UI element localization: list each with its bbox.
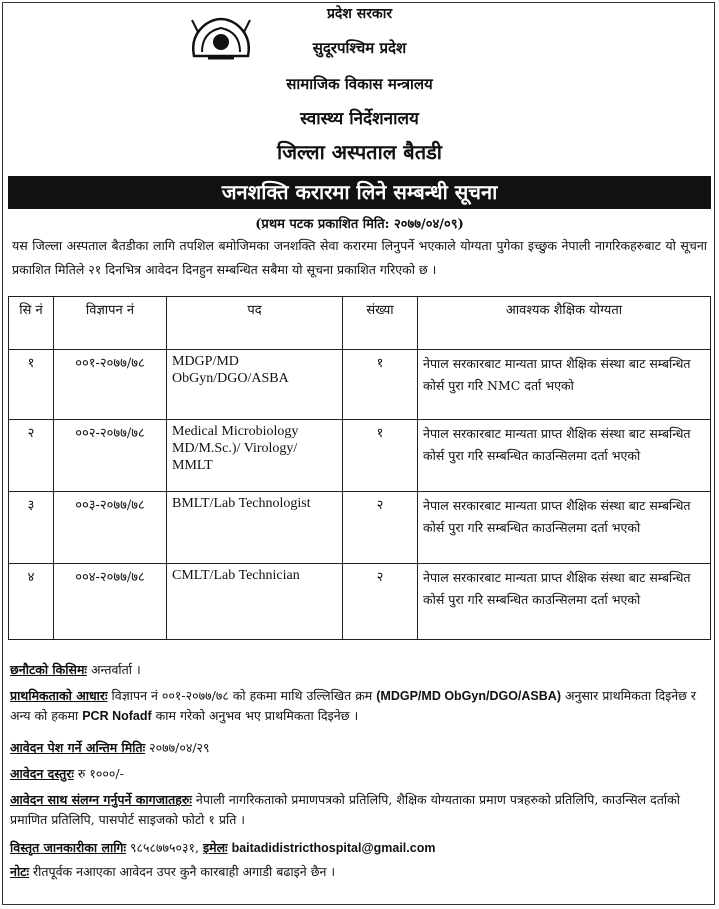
priority-basis	[10, 686, 710, 726]
col-ad-number: विज्ञापन नं	[54, 297, 167, 350]
header-line-2: सुदूरपश्चिम प्रदेश	[312, 39, 407, 57]
row-ad-number: ००१-२०७७/७८	[54, 350, 167, 420]
row-ad-number: ००२-२०७७/७८	[54, 420, 167, 492]
table-row	[9, 492, 711, 564]
notice-title-banner: जनशक्ति करारमा लिने सम्बन्धी सूचना	[8, 176, 711, 209]
row-position: CMLT/Lab Technician	[167, 564, 343, 640]
table-row	[9, 420, 711, 492]
email-value: baitadidistricthospital@gmail.com	[231, 841, 436, 855]
table-row	[9, 564, 711, 640]
contact-info	[10, 838, 710, 858]
contact-phone: ९८५८७७५०३१,	[129, 840, 199, 855]
row-count: १	[343, 420, 418, 492]
required-documents	[10, 790, 710, 830]
header-line-5: जिल्ला अस्पताल बैतडी	[277, 140, 442, 164]
row-count: १	[343, 350, 418, 420]
row-ad-number: ००३-२०७७/७८	[54, 492, 167, 564]
published-date: (प्रथम पटक प्रकाशित मिति: २०७७/०४/०९)	[255, 217, 464, 232]
col-count: संख्या	[343, 297, 418, 350]
priority-bold-1: (MDGP/MD ObGyn/DGO/ASBA)	[376, 689, 561, 703]
row-count: २	[343, 492, 418, 564]
row-count: २	[343, 564, 418, 640]
row-position: Medical Microbiology MD/M.Sc.)/ Virology/ MMLT	[167, 420, 343, 492]
table-row	[9, 350, 711, 420]
row-position: BMLT/Lab Technologist	[167, 492, 343, 564]
row-serial: १	[9, 350, 54, 420]
note	[10, 862, 710, 882]
row-qualification: नेपाल सरकारबाट मान्यता प्राप्त शैक्षिक संस्था बाट सम्बन्धित कोर्स पुरा गरि सम्बन्धित काउन्सिलमा दर्ता भएको	[418, 492, 711, 564]
fee-label: आवेदन दस्तुरः	[10, 766, 74, 781]
row-qualification: नेपाल सरकारबाट मान्यता प्राप्त शैक्षिक संस्था बाट सम्बन्धित कोर्स पुरा गरि सम्बन्धित काउन्सिलमा दर्ता भएको	[418, 564, 711, 640]
row-qualification: नेपाल सरकारबाट मान्यता प्राप्त शैक्षिक संस्था बाट सम्बन्धित कोर्स पुरा गरि सम्बन्धित काउन्सिलमा दर्ता भएको	[418, 420, 711, 492]
priority-bold-2: PCR Nofadf	[82, 709, 152, 723]
row-serial: ३	[9, 492, 54, 564]
email-label: इमेलः	[202, 840, 228, 855]
row-serial: २	[9, 420, 54, 492]
row-position: MDGP/MD ObGyn/DGO/ASBA	[167, 350, 343, 420]
fee-value: रु १०००/-	[77, 766, 124, 781]
col-serial: सि नं	[9, 297, 54, 350]
priority-label: प्राथमिकताको आधारः	[10, 688, 108, 703]
header-line-4: स्वास्थ्य निर्देशनालय	[300, 109, 419, 129]
selection-label: छनौटको किसिमः	[10, 662, 87, 677]
header-line-1: प्रदेश सरकार	[326, 6, 393, 22]
col-qualification: आवश्यक शैक्षिक योग्यता	[418, 297, 711, 350]
priority-text-3: काम गरेको अनुभव भए प्राथमिकता दिइनेछ ।	[155, 708, 359, 723]
deadline-value: २०७७/०४/२९	[149, 740, 210, 755]
row-serial: ४	[9, 564, 54, 640]
contact-label: विस्तृत जानकारीका लागिः	[10, 840, 126, 855]
deadline	[10, 738, 710, 758]
table-header-row	[9, 297, 711, 350]
priority-text-2: अनुसार प्राथमिकता दिइनेछ र अन्य को हकमा	[10, 688, 697, 723]
row-ad-number: ००४-२०७७/७८	[54, 564, 167, 640]
deadline-label: आवेदन पेश गर्ने अन्तिम मितिः	[10, 740, 146, 755]
selection-value: अन्तर्वार्ता ।	[90, 662, 141, 677]
header-line-3: सामाजिक विकास मन्त्रालय	[286, 75, 433, 93]
intro-paragraph: यस जिल्ला अस्पताल बैतडीका लागि तपशिल बमोजिमका जनशक्ति सेवा करारमा लिनुपर्ने भएकाले योग्यता पुगेका इच्छुक नेपाली नागरिकहरुबाट यो सूचना प्रकाशित मितिले २१ दिनभित्र आवेदन दिनहुन सम्बन्धित सबैमा यो सूचना प्रकाशित गरिएको छ ।	[12, 238, 707, 277]
selection-type	[10, 660, 710, 680]
note-value: रीतपूर्वक नआएका आवेदन उपर कुनै कारबाही अगाडी बढाइने छैन ।	[33, 864, 336, 879]
col-position: पद	[167, 297, 343, 350]
row-qualification: नेपाल सरकारबाट मान्यता प्राप्त शैक्षिक संस्था बाट सम्बन्धित कोर्स पुरा गरि NMC दर्ता भएको	[418, 350, 711, 420]
note-label: नोटः	[10, 864, 30, 879]
docs-label: आवेदन साथ संलग्न गर्नुपर्ने कागजातहरुः	[10, 792, 192, 807]
docs-value: नेपाली नागरिकताको प्रमाणपत्रको प्रतिलिपि, शैक्षिक योग्यताका प्रमाण पत्रहरुको प्रतिलिपि, काउन्सिल दर्ताको प्रमाणित प्रतिलिपि, पासपोर्ट साइजको फोटो १ प्रति ।	[10, 792, 680, 827]
positions-table	[8, 296, 711, 640]
priority-text-1: विज्ञापन नं ००१-२०७७/७८ को हकमा माथि उल्लिखित क्रम	[111, 688, 373, 703]
application-fee	[10, 764, 710, 784]
